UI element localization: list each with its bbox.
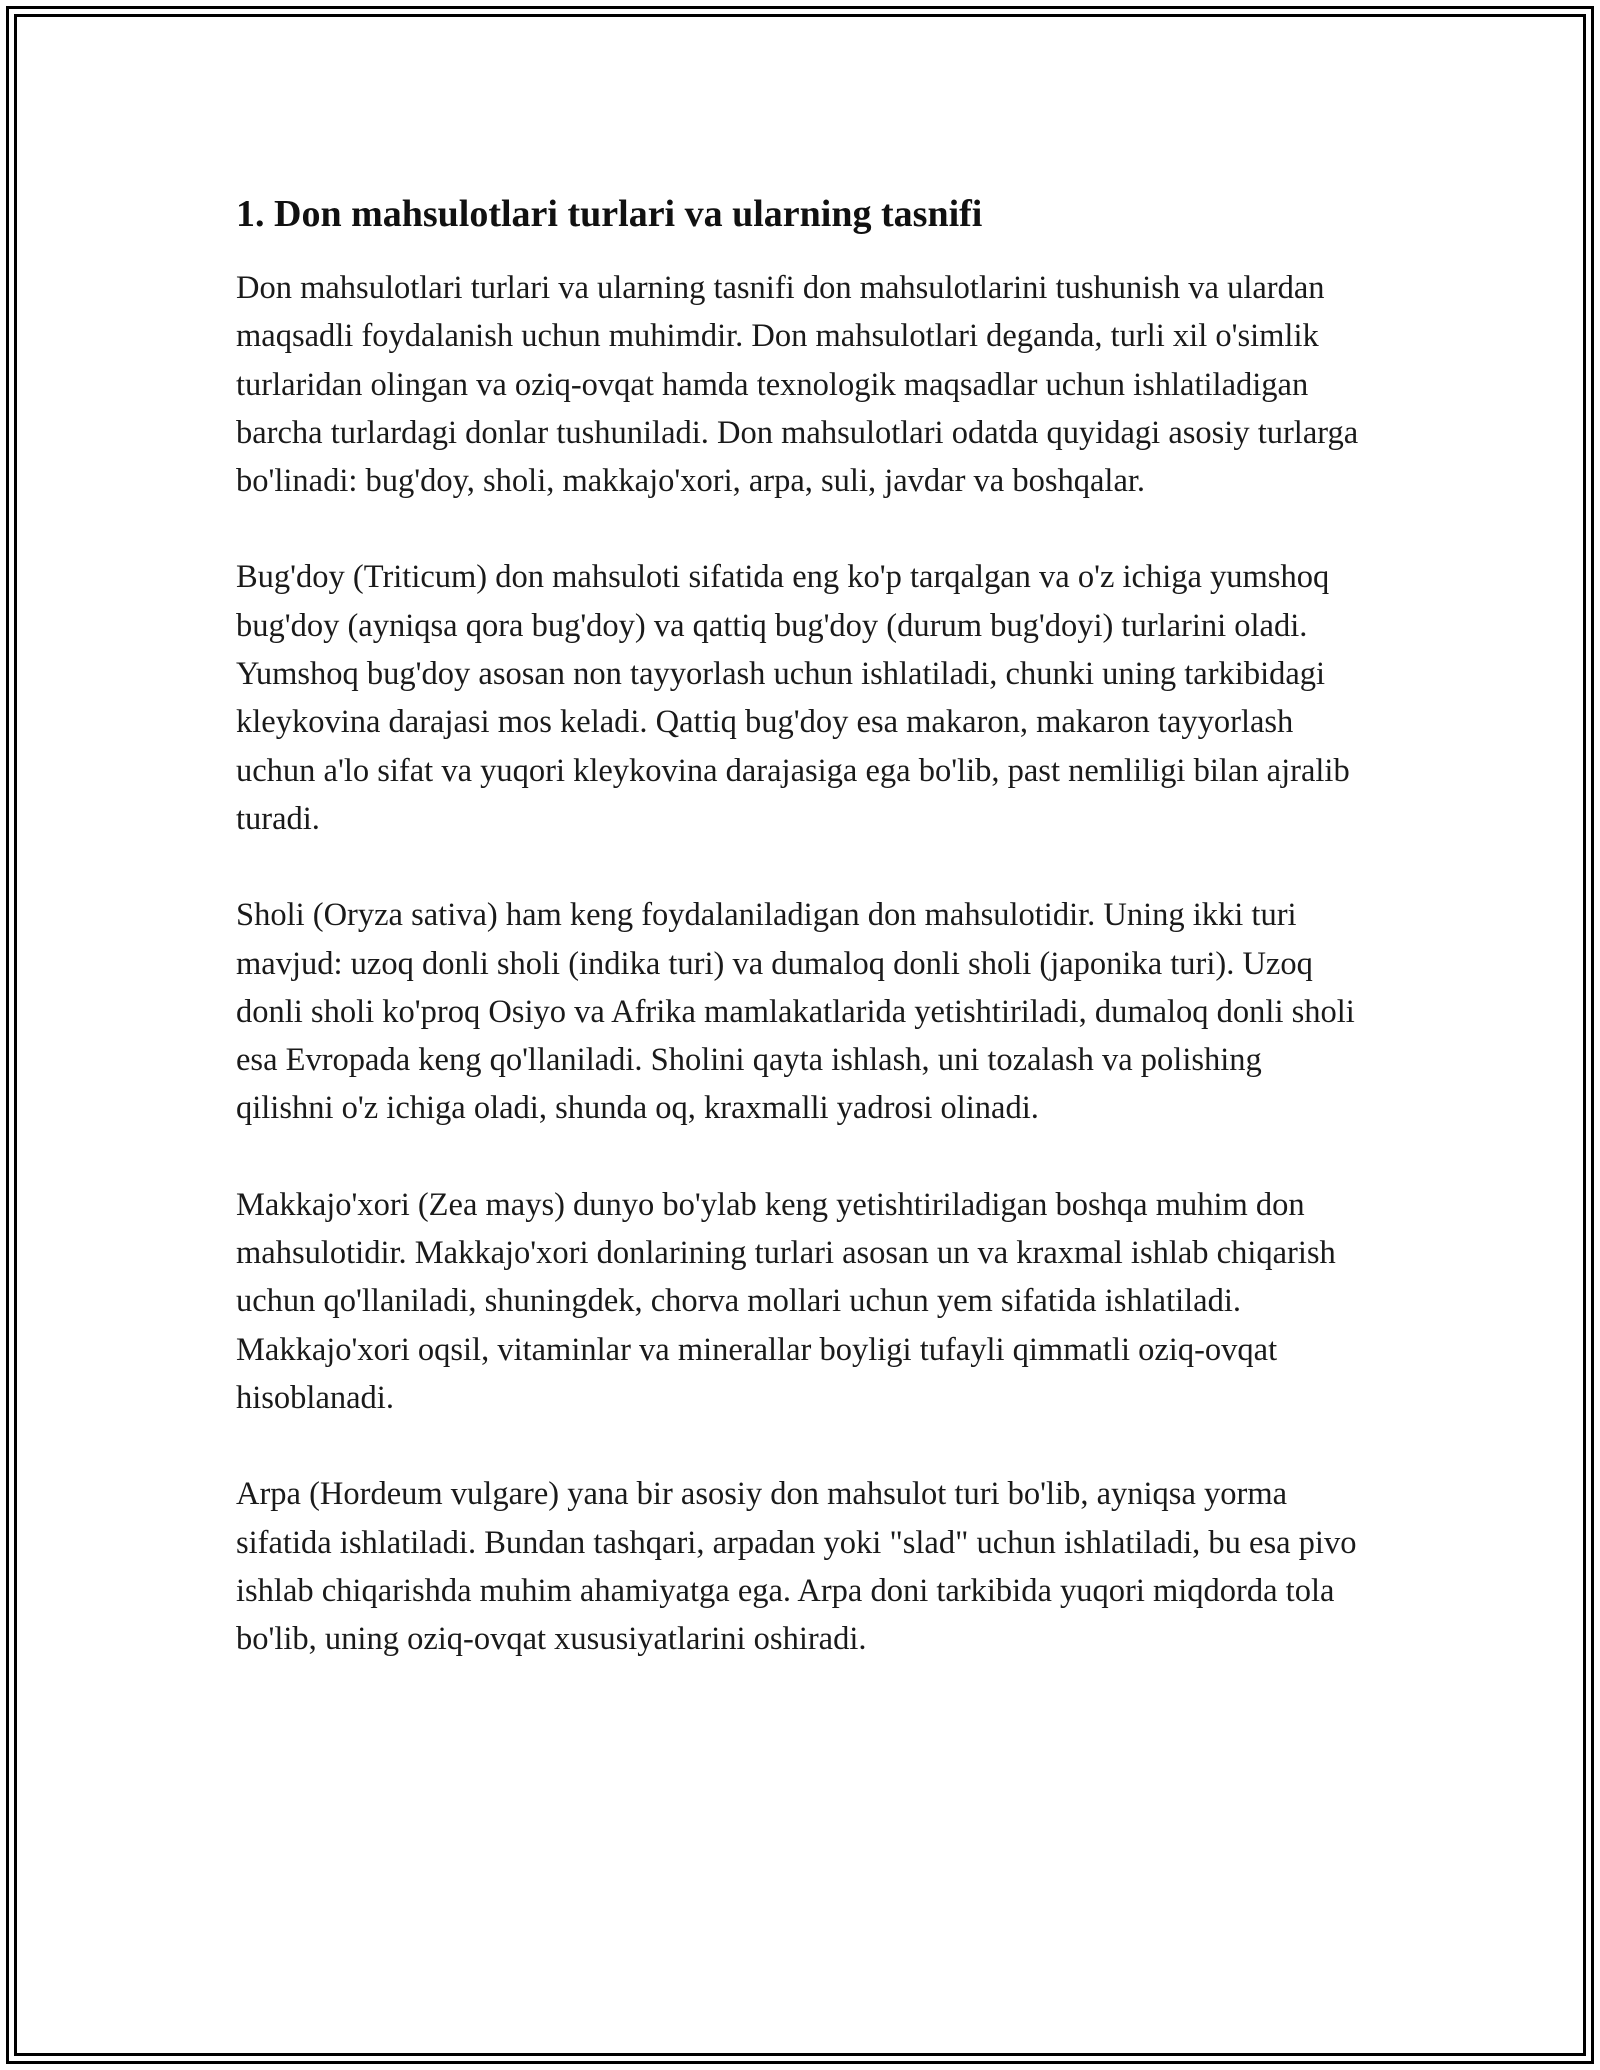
paragraph-corn: Makkajo'xori (Zea mays) dunyo bo'ylab keng yetishtiriladigan boshqa muhim don mahsulotidir. Makkajo'xori donlarining turlari asosan un va kraxmal ishlab chiqarish uchun qo'llaniladi, shuningdek, chorva mollari uchun yem sifatida ishlatiladi. Makkajo'xori oqsil, vitaminlar va minerallar boyligi tufayli qimmatli oziq-ovqat hisoblanadi.: [236, 1186, 1336, 1416]
section-heading: 1. Don mahsulotlari turlari va ularning tasnifi: [236, 193, 983, 235]
paragraph-barley: Arpa (Hordeum vulgare) yana bir asosiy don mahsulot turi bo'lib, ayniqsa yorma sifatida ishlatiladi. Bundan tashqari, arpadan yoki "slad" uchun ishlatiladi, bu esa pivo ishlab chiqarishda muhim ahamiyatga ega. Arpa doni tarkibida yuqori miqdorda tola bo'lib, uning oziq-ovqat xususiyatlarini oshiradi.: [236, 1476, 1357, 1658]
paragraph-wheat: Bug'doy (Triticum) don mahsuloti sifatida eng ko'p tarqalgan va o'z ichiga yumshoq bug'doy (ayniqsa qora bug'doy) va qattiq bug'doy (durum bug'doyi) turlarini oladi. Yumshoq bug'doy asosan non tayyorlash uchun ishlatiladi, chunki uning tarkibidagi kleykovina darajasi mos keladi. Qattiq bug'doy esa makaron, makaron tayyorlash uchun a'lo sifat va yuqori kleykovina darajasiga ega bo'lib, past nemliligi bilan ajralib turadi.: [236, 559, 1350, 837]
paragraph-rice: Sholi (Oryza sativa) ham keng foydalaniladigan don mahsulotidir. Uning ikki turi mavjud: uzoq donli sholi (indika turi) va dumaloq donli sholi (japonika turi). Uzoq donli sholi ko'proq Osiyo va Afrika mamlakatlarida yetishtiriladi, dumaloq donli sholi esa Evropada keng qo'llaniladi. Sholini qayta ishlash, uni tozalash va polishing qilishni o'z ichiga oladi, shunda oq, kraxmalli yadrosi olinadi.: [236, 897, 1355, 1127]
document-body: [236, 186, 1366, 1711]
paragraph-intro: Don mahsulotlari turlari va ularning tasnifi don mahsulotlarini tushunish va ulardan maqsadli foydalanish uchun muhimdir. Don mahsulotlari deganda, turli xil o'simlik turlaridan olingan va oziq-ovqat hamda texnologik maqsadlar uchun ishlatiladigan barcha turlardagi donlar tushuniladi. Don mahsulotlari odatda quyidagi asosiy turlarga bo'linadi: bug'doy, sholi, makkajo'xori, arpa, suli, javdar va boshqalar.: [236, 270, 1359, 500]
